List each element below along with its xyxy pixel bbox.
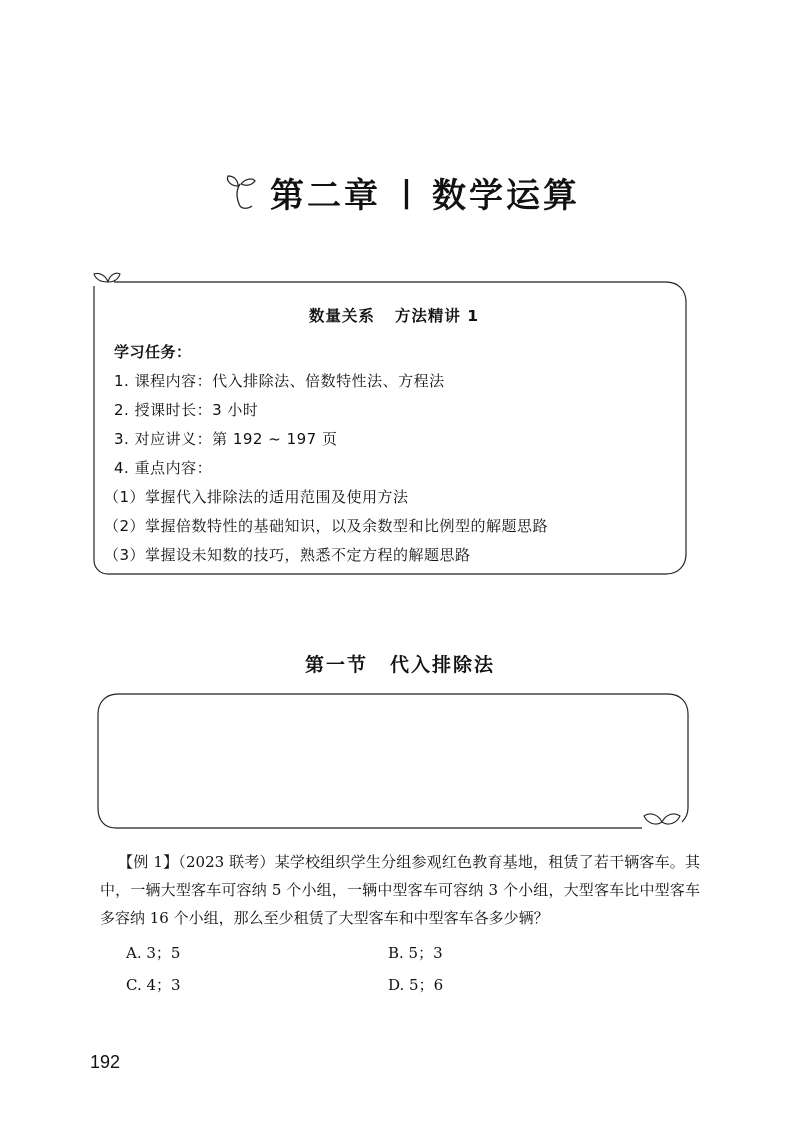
leaf-pair-icon [644,814,680,824]
note-box [94,690,694,832]
option-d: D. 5；6 [388,976,444,994]
leaf-pair-icon [94,273,120,282]
learning-task-box [86,262,692,578]
chapter-title [0,168,800,218]
note-box-frame [94,690,694,832]
task-label: 学习任务： [114,343,192,361]
example-text: 【例 1】（2023 联考）某学校组织学生分组参观红色教育基地，租赁了若干辆客车。其中，一辆大型客车可容纳 5 个小组，一辆中型客车可容纳 3 个小组，大型客车比中型客车多容纳 16 个小组，那么至少租赁了大型客车和中型客车各多少辆？ [100,853,700,927]
box-heading-part1: 数量关系 [308,307,375,325]
task-subitem: （3）掌握设未知数的技巧，熟悉不定方程的解题思路 [104,546,471,564]
section-name: 代入排除法 [390,654,496,676]
task-subitem: （1）掌握代入排除法的适用范围及使用方法 [104,488,409,506]
chapter-name: 数学运算 [431,176,580,216]
box-heading [114,304,674,326]
task-item: 1. 课程内容：代入排除法、倍数特性法、方程法 [114,372,445,390]
task-subitem: （2）掌握倍数特性的基础知识，以及余数型和比例型的解题思路 [104,517,549,535]
task-item: 2. 授课时长：3 小时 [114,401,259,419]
sprout-icon [220,172,262,214]
option-c: C. 4；3 [126,976,181,994]
section-number: 第一节 [304,654,368,676]
option-a: A. 3；5 [126,944,181,962]
section-title [0,650,800,677]
chapter-number: 第二章 [270,176,382,216]
chapter-separator: | [401,175,412,210]
box-heading-part2: 方法精讲 1 [394,307,480,325]
page-number: 192 [90,1052,121,1072]
example-question [100,848,700,932]
task-item: 3. 对应讲义：第 192 ~ 197 页 [114,430,338,448]
option-b: B. 5；3 [388,944,443,962]
task-item: 4. 重点内容： [114,459,213,477]
